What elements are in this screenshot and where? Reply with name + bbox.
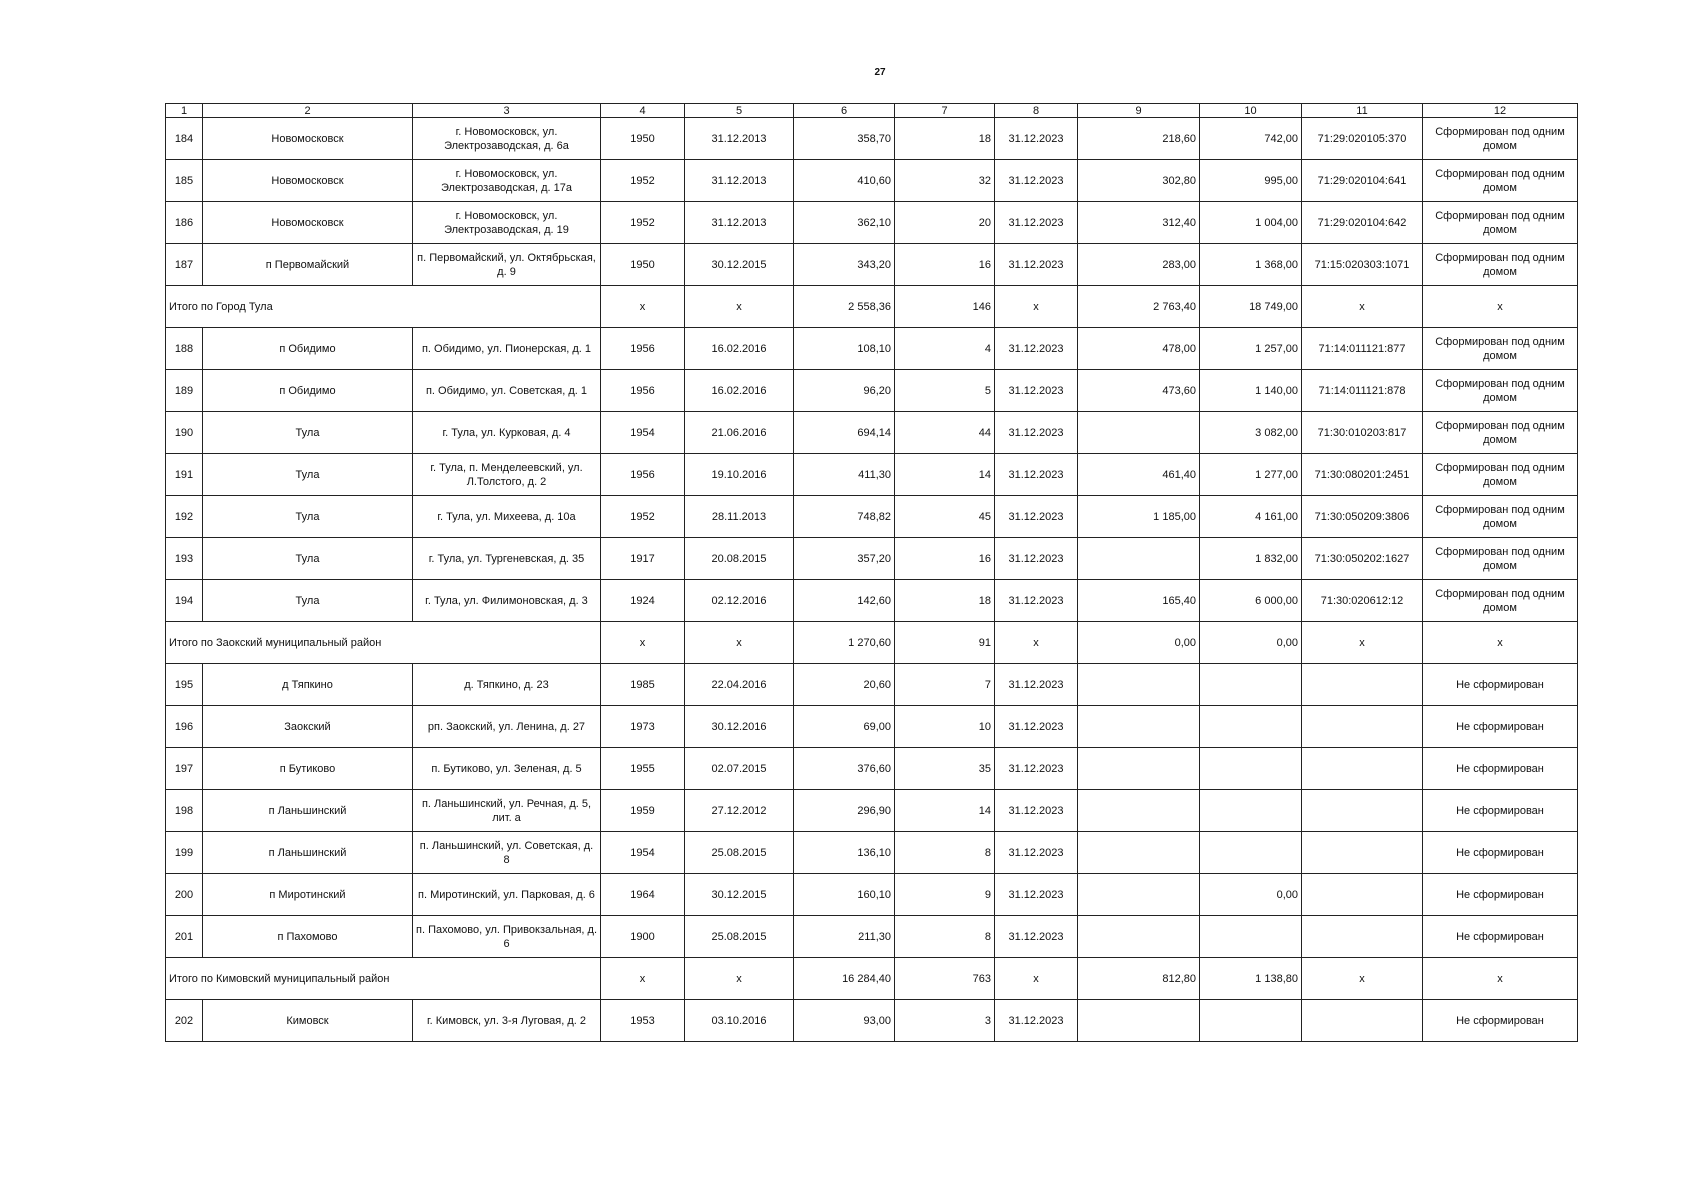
area-cell: 376,60 [794, 748, 895, 790]
address-cell: п. Пахомово, ул. Привокзальная, д. 6 [413, 916, 601, 958]
address-cell: п. Обидимо, ул. Советская, д. 1 [413, 370, 601, 412]
area-cell: 410,60 [794, 160, 895, 202]
locality-cell: Тула [203, 538, 413, 580]
address-cell: г. Новомосковск, ул. Электрозаводская, д. 19 [413, 202, 601, 244]
value-10-cell: 4 161,00 [1200, 496, 1302, 538]
area-cell: 357,20 [794, 538, 895, 580]
row-number: 189 [166, 370, 203, 412]
locality-cell: Кимовск [203, 1000, 413, 1042]
value-9-cell [1078, 748, 1200, 790]
table-row [166, 706, 1578, 748]
status-cell: Сформирован под одним домом [1423, 580, 1578, 622]
column-header-3: 3 [413, 104, 601, 118]
address-cell: рп. Заокский, ул. Ленина, д. 27 [413, 706, 601, 748]
column-header-4: 4 [601, 104, 685, 118]
status-cell: x [1423, 622, 1578, 664]
deadline-cell: 31.12.2023 [995, 580, 1078, 622]
value-10-cell: 1 138,80 [1200, 958, 1302, 1000]
year-cell: 1959 [601, 790, 685, 832]
status-cell: Не сформирован [1423, 874, 1578, 916]
date-cell: 16.02.2016 [685, 370, 794, 412]
table-row [166, 244, 1578, 286]
value-9-cell: 478,00 [1078, 328, 1200, 370]
table-row [166, 202, 1578, 244]
deadline-cell: 31.12.2023 [995, 244, 1078, 286]
deadline-cell: x [995, 286, 1078, 328]
area-cell: 160,10 [794, 874, 895, 916]
date-cell: 20.08.2015 [685, 538, 794, 580]
value-9-cell [1078, 916, 1200, 958]
date-cell: 03.10.2016 [685, 1000, 794, 1042]
deadline-cell: 31.12.2023 [995, 832, 1078, 874]
value-9-cell: 1 185,00 [1078, 496, 1200, 538]
area-cell: 358,70 [794, 118, 895, 160]
table-row [166, 538, 1578, 580]
year-cell: 1950 [601, 244, 685, 286]
cadastral-number-cell: x [1302, 622, 1423, 664]
subtotal-label: Итого по Кимовский муниципальный район [166, 958, 601, 1000]
locality-cell: п Пахомово [203, 916, 413, 958]
count-cell: 18 [895, 118, 995, 160]
area-cell: 694,14 [794, 412, 895, 454]
year-cell: x [601, 286, 685, 328]
column-header-12: 12 [1423, 104, 1578, 118]
status-cell: Не сформирован [1423, 1000, 1578, 1042]
column-header-11: 11 [1302, 104, 1423, 118]
count-cell: 14 [895, 454, 995, 496]
area-cell: 16 284,40 [794, 958, 895, 1000]
count-cell: 44 [895, 412, 995, 454]
row-number: 200 [166, 874, 203, 916]
cadastral-number-cell [1302, 706, 1423, 748]
date-cell: 28.11.2013 [685, 496, 794, 538]
area-cell: 136,10 [794, 832, 895, 874]
date-cell: 19.10.2016 [685, 454, 794, 496]
table-row [166, 874, 1578, 916]
deadline-cell: 31.12.2023 [995, 454, 1078, 496]
column-header-10: 10 [1200, 104, 1302, 118]
value-9-cell: 283,00 [1078, 244, 1200, 286]
value-10-cell [1200, 916, 1302, 958]
locality-cell: п Миротинский [203, 874, 413, 916]
address-cell: п. Бутиково, ул. Зеленая, д. 5 [413, 748, 601, 790]
cadastral-number-cell [1302, 790, 1423, 832]
date-cell: 02.12.2016 [685, 580, 794, 622]
cadastral-number-cell [1302, 748, 1423, 790]
count-cell: 8 [895, 832, 995, 874]
address-cell: г. Новомосковск, ул. Электрозаводская, д. 17а [413, 160, 601, 202]
year-cell: 1973 [601, 706, 685, 748]
table-row [166, 160, 1578, 202]
status-cell: Сформирован под одним домом [1423, 328, 1578, 370]
row-number: 201 [166, 916, 203, 958]
count-cell: 3 [895, 1000, 995, 1042]
area-cell: 2 558,36 [794, 286, 895, 328]
locality-cell: д Тяпкино [203, 664, 413, 706]
address-cell: г. Новомосковск, ул. Электрозаводская, д. 6а [413, 118, 601, 160]
cadastral-number-cell: x [1302, 286, 1423, 328]
status-cell: Не сформирован [1423, 916, 1578, 958]
column-header-7: 7 [895, 104, 995, 118]
housing-registry-table [165, 103, 1578, 1042]
row-number: 190 [166, 412, 203, 454]
locality-cell: п Ланьшинский [203, 832, 413, 874]
cadastral-number-cell: 71:29:020105:370 [1302, 118, 1423, 160]
count-cell: 5 [895, 370, 995, 412]
status-cell: Не сформирован [1423, 748, 1578, 790]
value-9-cell [1078, 874, 1200, 916]
date-cell: 02.07.2015 [685, 748, 794, 790]
count-cell: 9 [895, 874, 995, 916]
locality-cell: п Обидимо [203, 370, 413, 412]
count-cell: 8 [895, 916, 995, 958]
year-cell: 1956 [601, 328, 685, 370]
locality-cell: п Обидимо [203, 328, 413, 370]
status-cell: x [1423, 286, 1578, 328]
status-cell: Сформирован под одним домом [1423, 454, 1578, 496]
area-cell: 108,10 [794, 328, 895, 370]
address-cell: п. Ланьшинский, ул. Советская, д. 8 [413, 832, 601, 874]
address-cell: д. Тяпкино, д. 23 [413, 664, 601, 706]
deadline-cell: 31.12.2023 [995, 328, 1078, 370]
year-cell: 1950 [601, 118, 685, 160]
locality-cell: Тула [203, 496, 413, 538]
value-10-cell: 1 257,00 [1200, 328, 1302, 370]
locality-cell: п Первомайский [203, 244, 413, 286]
status-cell: Не сформирован [1423, 664, 1578, 706]
cadastral-number-cell: 71:14:011121:877 [1302, 328, 1423, 370]
value-10-cell: 995,00 [1200, 160, 1302, 202]
year-cell: 1954 [601, 832, 685, 874]
value-9-cell [1078, 664, 1200, 706]
count-cell: 4 [895, 328, 995, 370]
area-cell: 211,30 [794, 916, 895, 958]
cadastral-number-cell: 71:15:020303:1071 [1302, 244, 1423, 286]
row-number: 184 [166, 118, 203, 160]
subtotal-row [166, 622, 1578, 664]
value-10-cell [1200, 748, 1302, 790]
count-cell: 91 [895, 622, 995, 664]
year-cell: 1952 [601, 202, 685, 244]
area-cell: 362,10 [794, 202, 895, 244]
address-cell: г. Кимовск, ул. 3-я Луговая, д. 2 [413, 1000, 601, 1042]
status-cell: Не сформирован [1423, 790, 1578, 832]
address-cell: п. Обидимо, ул. Пионерская, д. 1 [413, 328, 601, 370]
year-cell: 1952 [601, 496, 685, 538]
year-cell: 1900 [601, 916, 685, 958]
date-cell: 30.12.2015 [685, 874, 794, 916]
value-10-cell: 1 368,00 [1200, 244, 1302, 286]
year-cell: 1924 [601, 580, 685, 622]
row-number: 185 [166, 160, 203, 202]
year-cell: x [601, 622, 685, 664]
column-header-8: 8 [995, 104, 1078, 118]
address-cell: г. Тула, ул. Курковая, д. 4 [413, 412, 601, 454]
date-cell: 16.02.2016 [685, 328, 794, 370]
area-cell: 20,60 [794, 664, 895, 706]
value-10-cell: 742,00 [1200, 118, 1302, 160]
deadline-cell: x [995, 622, 1078, 664]
value-10-cell: 3 082,00 [1200, 412, 1302, 454]
address-cell: г. Тула, п. Менделеевский, ул. Л.Толстого, д. 2 [413, 454, 601, 496]
value-9-cell: 312,40 [1078, 202, 1200, 244]
row-number: 198 [166, 790, 203, 832]
status-cell: Не сформирован [1423, 832, 1578, 874]
year-cell: 1955 [601, 748, 685, 790]
date-cell: 31.12.2013 [685, 118, 794, 160]
subtotal-label: Итого по Заокский муниципальный район [166, 622, 601, 664]
value-10-cell [1200, 790, 1302, 832]
table-row [166, 496, 1578, 538]
deadline-cell: 31.12.2023 [995, 202, 1078, 244]
count-cell: 20 [895, 202, 995, 244]
date-cell: 31.12.2013 [685, 202, 794, 244]
table-row [166, 580, 1578, 622]
date-cell: 25.08.2015 [685, 832, 794, 874]
value-10-cell: 0,00 [1200, 622, 1302, 664]
area-cell: 748,82 [794, 496, 895, 538]
column-header-9: 9 [1078, 104, 1200, 118]
cadastral-number-cell [1302, 874, 1423, 916]
value-9-cell: 473,60 [1078, 370, 1200, 412]
column-header-1: 1 [166, 104, 203, 118]
column-header-6: 6 [794, 104, 895, 118]
address-cell: г. Тула, ул. Тургеневская, д. 35 [413, 538, 601, 580]
table-row [166, 118, 1578, 160]
deadline-cell: 31.12.2023 [995, 706, 1078, 748]
value-10-cell: 1 832,00 [1200, 538, 1302, 580]
value-9-cell [1078, 706, 1200, 748]
subtotal-row [166, 286, 1578, 328]
date-cell: x [685, 622, 794, 664]
deadline-cell: 31.12.2023 [995, 538, 1078, 580]
area-cell: 142,60 [794, 580, 895, 622]
row-number: 187 [166, 244, 203, 286]
deadline-cell: 31.12.2023 [995, 790, 1078, 832]
cadastral-number-cell: 71:30:050209:3806 [1302, 496, 1423, 538]
date-cell: 21.06.2016 [685, 412, 794, 454]
value-10-cell: 18 749,00 [1200, 286, 1302, 328]
address-cell: г. Тула, ул. Филимоновская, д. 3 [413, 580, 601, 622]
row-number: 195 [166, 664, 203, 706]
count-cell: 45 [895, 496, 995, 538]
cadastral-number-cell: x [1302, 958, 1423, 1000]
year-cell: 1952 [601, 160, 685, 202]
table-row [166, 412, 1578, 454]
locality-cell: Новомосковск [203, 160, 413, 202]
cadastral-number-cell [1302, 664, 1423, 706]
address-cell: г. Тула, ул. Михеева, д. 10а [413, 496, 601, 538]
year-cell: 1956 [601, 454, 685, 496]
table-row [166, 370, 1578, 412]
deadline-cell: 31.12.2023 [995, 370, 1078, 412]
area-cell: 69,00 [794, 706, 895, 748]
table-row [166, 328, 1578, 370]
status-cell: Сформирован под одним домом [1423, 202, 1578, 244]
count-cell: 14 [895, 790, 995, 832]
row-number: 188 [166, 328, 203, 370]
status-cell: Сформирован под одним домом [1423, 370, 1578, 412]
status-cell: Сформирован под одним домом [1423, 496, 1578, 538]
status-cell: Сформирован под одним домом [1423, 160, 1578, 202]
table-row [166, 454, 1578, 496]
area-cell: 411,30 [794, 454, 895, 496]
area-cell: 296,90 [794, 790, 895, 832]
status-cell: Сформирован под одним домом [1423, 244, 1578, 286]
value-10-cell: 0,00 [1200, 874, 1302, 916]
page-number: 27 [874, 67, 886, 78]
table-row [166, 790, 1578, 832]
date-cell: 30.12.2015 [685, 244, 794, 286]
date-cell: 27.12.2012 [685, 790, 794, 832]
subtotal-label: Итого по Город Тула [166, 286, 601, 328]
count-cell: 32 [895, 160, 995, 202]
table-row [166, 1000, 1578, 1042]
table-row [166, 748, 1578, 790]
column-header-5: 5 [685, 104, 794, 118]
status-cell: x [1423, 958, 1578, 1000]
column-header-2: 2 [203, 104, 413, 118]
value-10-cell [1200, 706, 1302, 748]
value-10-cell [1200, 664, 1302, 706]
value-9-cell [1078, 790, 1200, 832]
year-cell: 1954 [601, 412, 685, 454]
area-cell: 1 270,60 [794, 622, 895, 664]
year-cell: 1956 [601, 370, 685, 412]
cadastral-number-cell: 71:14:011121:878 [1302, 370, 1423, 412]
count-cell: 7 [895, 664, 995, 706]
table-row [166, 832, 1578, 874]
deadline-cell: 31.12.2023 [995, 748, 1078, 790]
value-9-cell: 2 763,40 [1078, 286, 1200, 328]
count-cell: 18 [895, 580, 995, 622]
value-9-cell: 812,80 [1078, 958, 1200, 1000]
value-9-cell [1078, 538, 1200, 580]
year-cell: 1917 [601, 538, 685, 580]
cadastral-number-cell: 71:29:020104:641 [1302, 160, 1423, 202]
area-cell: 93,00 [794, 1000, 895, 1042]
value-9-cell: 302,80 [1078, 160, 1200, 202]
row-number: 193 [166, 538, 203, 580]
cadastral-number-cell: 71:29:020104:642 [1302, 202, 1423, 244]
row-number: 194 [166, 580, 203, 622]
count-cell: 16 [895, 538, 995, 580]
year-cell: 1953 [601, 1000, 685, 1042]
cadastral-number-cell: 71:30:020612:12 [1302, 580, 1423, 622]
deadline-cell: 31.12.2023 [995, 412, 1078, 454]
value-9-cell [1078, 412, 1200, 454]
value-9-cell: 0,00 [1078, 622, 1200, 664]
table-row [166, 916, 1578, 958]
column-number-header-row [166, 104, 1578, 118]
value-9-cell: 165,40 [1078, 580, 1200, 622]
count-cell: 763 [895, 958, 995, 1000]
year-cell: 1985 [601, 664, 685, 706]
date-cell: 31.12.2013 [685, 160, 794, 202]
value-9-cell [1078, 832, 1200, 874]
date-cell: 22.04.2016 [685, 664, 794, 706]
deadline-cell: 31.12.2023 [995, 160, 1078, 202]
deadline-cell: 31.12.2023 [995, 118, 1078, 160]
locality-cell: п Ланьшинский [203, 790, 413, 832]
value-10-cell: 1 004,00 [1200, 202, 1302, 244]
date-cell: 30.12.2016 [685, 706, 794, 748]
locality-cell: Новомосковск [203, 202, 413, 244]
deadline-cell: 31.12.2023 [995, 1000, 1078, 1042]
value-9-cell: 218,60 [1078, 118, 1200, 160]
value-10-cell [1200, 832, 1302, 874]
value-10-cell: 1 277,00 [1200, 454, 1302, 496]
row-number: 191 [166, 454, 203, 496]
value-10-cell: 1 140,00 [1200, 370, 1302, 412]
deadline-cell: 31.12.2023 [995, 664, 1078, 706]
date-cell: x [685, 958, 794, 1000]
value-10-cell [1200, 1000, 1302, 1042]
status-cell: Сформирован под одним домом [1423, 118, 1578, 160]
cadastral-number-cell: 71:30:080201:2451 [1302, 454, 1423, 496]
deadline-cell: 31.12.2023 [995, 916, 1078, 958]
year-cell: 1964 [601, 874, 685, 916]
locality-cell: п Бутиково [203, 748, 413, 790]
status-cell: Сформирован под одним домом [1423, 412, 1578, 454]
deadline-cell: 31.12.2023 [995, 496, 1078, 538]
address-cell: п. Первомайский, ул. Октябрьская, д. 9 [413, 244, 601, 286]
locality-cell: Тула [203, 454, 413, 496]
count-cell: 35 [895, 748, 995, 790]
locality-cell: Тула [203, 580, 413, 622]
status-cell: Сформирован под одним домом [1423, 538, 1578, 580]
address-cell: п. Ланьшинский, ул. Речная, д. 5, лит. а [413, 790, 601, 832]
cadastral-number-cell: 71:30:050202:1627 [1302, 538, 1423, 580]
cadastral-number-cell [1302, 832, 1423, 874]
cadastral-number-cell [1302, 916, 1423, 958]
subtotal-row [166, 958, 1578, 1000]
row-number: 192 [166, 496, 203, 538]
count-cell: 146 [895, 286, 995, 328]
locality-cell: Новомосковск [203, 118, 413, 160]
date-cell: 25.08.2015 [685, 916, 794, 958]
row-number: 196 [166, 706, 203, 748]
status-cell: Не сформирован [1423, 706, 1578, 748]
locality-cell: Тула [203, 412, 413, 454]
value-10-cell: 6 000,00 [1200, 580, 1302, 622]
area-cell: 96,20 [794, 370, 895, 412]
table-row [166, 664, 1578, 706]
row-number: 199 [166, 832, 203, 874]
row-number: 186 [166, 202, 203, 244]
count-cell: 10 [895, 706, 995, 748]
value-9-cell: 461,40 [1078, 454, 1200, 496]
year-cell: x [601, 958, 685, 1000]
deadline-cell: x [995, 958, 1078, 1000]
area-cell: 343,20 [794, 244, 895, 286]
count-cell: 16 [895, 244, 995, 286]
row-number: 202 [166, 1000, 203, 1042]
cadastral-number-cell [1302, 1000, 1423, 1042]
deadline-cell: 31.12.2023 [995, 874, 1078, 916]
locality-cell: Заокский [203, 706, 413, 748]
address-cell: п. Миротинский, ул. Парковая, д. 6 [413, 874, 601, 916]
value-9-cell [1078, 1000, 1200, 1042]
date-cell: x [685, 286, 794, 328]
row-number: 197 [166, 748, 203, 790]
cadastral-number-cell: 71:30:010203:817 [1302, 412, 1423, 454]
